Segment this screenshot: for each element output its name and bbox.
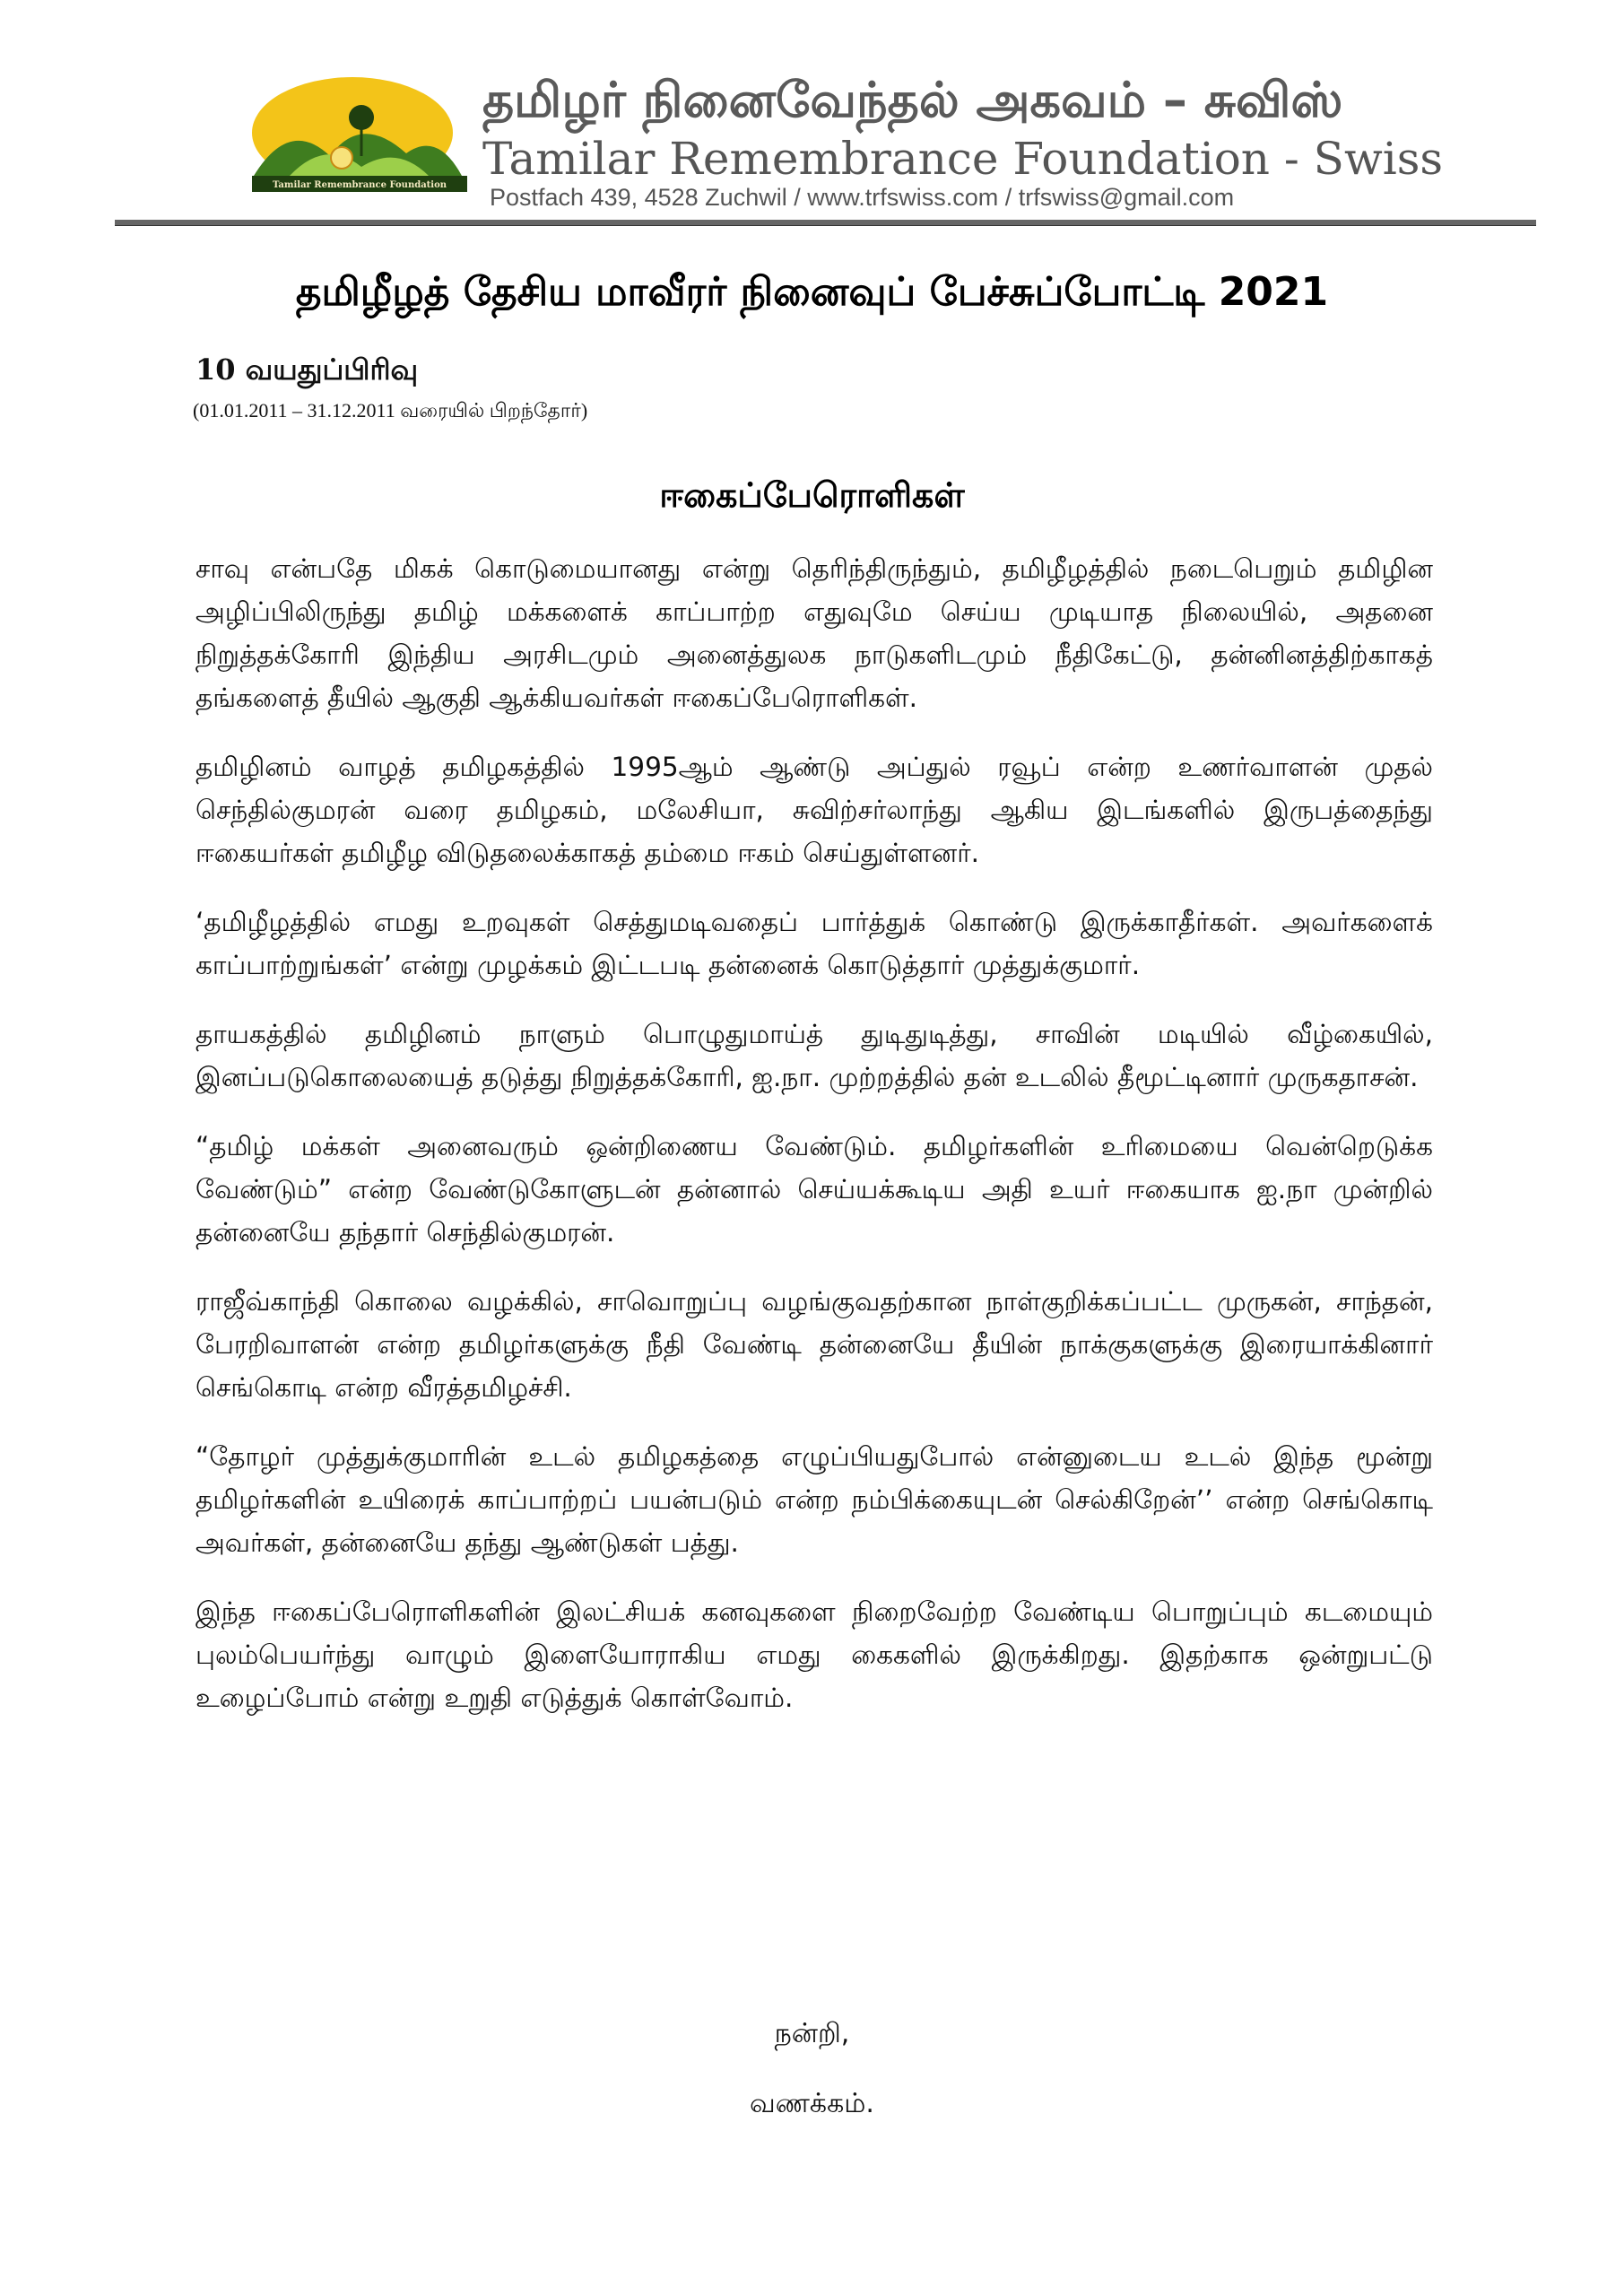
letterhead — [115, 54, 1514, 211]
logo-tree-crown — [349, 105, 374, 130]
header-divider — [115, 220, 1536, 226]
paragraph-6: ராஜீவ்காந்தி கொலை வழக்கில், சாவொறுப்பு வழங்குவதற்கான நாள்குறிக்கப்பட்ட முருகன், சாந்தன், பேரறிவாளன் என்ற தமிழர்களுக்கு நீதி வேண்டி தன்னையே தீயின் நாக்குகளுக்கு இரையாக்கினார் செங்கொடி என்ற வீரத்தமிழச்சி. — [195, 1286, 1433, 1403]
paragraph-8: இந்த ஈகைப்பேரொளிகளின் இலட்சியக் கனவுகளை நிறைவேற்ற வேண்டிய பொறுப்பும் கடமையும் புலம்பெயர்ந்து வாழும் இளையோராகிய எமது கைகளில் இருக்கிறது. இதற்காக ஒன்றுபட்டு உழைப்போம் என்று உறுதி எடுத்துக் கொள்வோம். — [195, 1596, 1433, 1713]
logo-flame — [331, 147, 352, 169]
paragraph-3: ‘தமிழீழத்தில் எமது உறவுகள் செத்துமடிவதைப் பார்த்துக் கொண்டு இருக்காதீர்கள். அவர்களைக் காப்பாற்றுங்கள்’ என்று முழக்கம் இட்டபடி தன்னைக் கொடுத்தார் முத்துக்குமார். — [195, 907, 1433, 980]
paragraph-4: தாயகத்தில் தமிழினம் நாளும் பொழுதுமாய்த் துடிதுடித்து, சாவின் மடியில் வீழ்கையில், இனப்படுகொலையைத் தடுத்து நிறுத்தக்கோரி, ஐ.நா. முற்றத்தில் தன் உடலில் தீமூட்டினார் முருகதாசன். — [195, 1019, 1433, 1092]
org-name-tamil: தமிழர் நினைவேந்தல் அகவம் – சுவிஸ் — [482, 72, 1343, 128]
paragraph-5: “தமிழ் மக்கள் அனைவரும் ஒன்றிணைய வேண்டும். தமிழர்களின் உரிமையை வென்றெடுக்க வேண்டும்” என்ற வேண்டுகோளுடன் தன்னால் செய்யக்கூடிய அதி உயர் ஈகையாக ஐ.நா முன்றில் தன்னையே தந்தார் செந்தில்குமரன். — [195, 1131, 1433, 1248]
closing-greeting: வணக்கம். — [750, 2088, 874, 2119]
paragraph-2: தமிழினம் வாழத் தமிழகத்தில் 1995ஆம் ஆண்டு அப்துல் ரவூப் என்ற உணர்வாளன் முதல் செந்தில்குமரன் வரை தமிழகம், மலேசியா, சுவிற்சர்லாந்து ஆகிய இடங்களில் இருபத்தைந்து ஈகையர்கள் தமிழீழ விடுதலைக்காகத் தம்மை ஈகம் செய்துள்ளனர். — [195, 752, 1433, 868]
birth-date-range: (01.01.2011 – 31.12.2011 வரையில் பிறந்தோர்) — [193, 399, 588, 422]
logo-caption: Tamilar Remembrance Foundation — [272, 180, 447, 190]
section-heading: ஈகைப்பேரொளிகள் — [659, 475, 965, 515]
closing-block — [0, 2018, 1624, 2158]
speech-body — [195, 547, 1433, 1745]
org-address: Postfach 439, 4528 Zuchwil / www.trfswiss.com / trfswiss@gmail.com — [490, 184, 1235, 211]
document-title: தமிழீழத் தேசிய மாவீரர் நினைவுப் பேச்சுப்போட்டி 2021 — [295, 269, 1329, 315]
paragraph-1: சாவு என்பதே மிகக் கொடுமையானது என்று தெரிந்திருந்தும், தமிழீழத்தில் நடைபெறும் தமிழின அழிப்பிலிருந்து தமிழ் மக்களைக் காப்பாற்ற எதுவுமே செய்ய முடியாத நிலையில், அதனை நிறுத்தக்கோரி இந்திய அரசிடமும் அனைத்துலக நாடுகளிடமும் நீதிகேட்டு, தன்னினத்திற்காகத் தங்களைத் தீயில் ஆகுதி ஆக்கியவர்கள் ஈகைப்பேரொளிகள். — [195, 553, 1433, 713]
org-name-english: Tamilar Remembrance Foundation - Swiss — [482, 133, 1444, 185]
age-category: 10 வயதுப்பிரிவு — [195, 352, 419, 387]
paragraph-7: “தோழர் முத்துக்குமாரின் உடல் தமிழகத்தை எழுப்பியதுபோல் என்னுடைய உடல் இந்த மூன்று தமிழர்களின் உயிரைக் காப்பாற்றப் பயன்படும் என்ற நம்பிக்கையுடன் செல்கிறேன்’’ என்ற செங்கொடி அவர்கள், தன்னையே தந்து ஆண்டுகள் பத்து. — [195, 1441, 1433, 1558]
foundation-logo — [227, 68, 487, 203]
closing-thanks: நன்றி, — [774, 2018, 850, 2049]
